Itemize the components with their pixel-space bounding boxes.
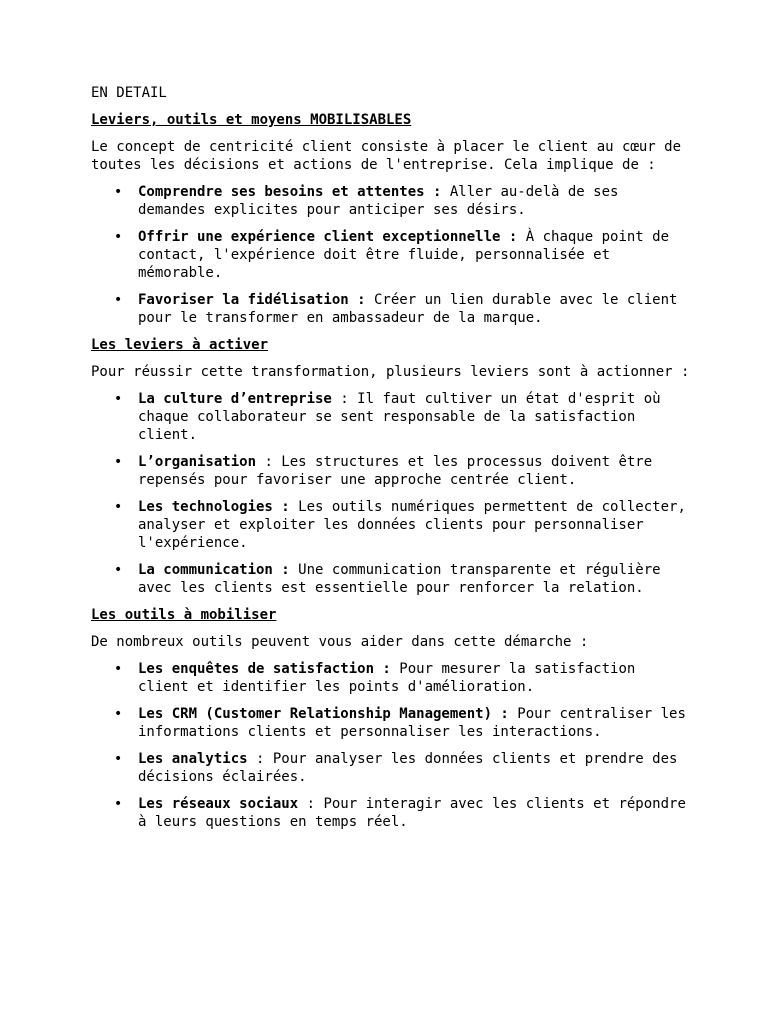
bullet-icon: • [114,292,123,308]
list-item-text: Une communication transparente et régulière avec les clients est essentielle pour renforcer la relation. [138,562,661,596]
intro-paragraph: Le concept de centricité client consiste à placer le client au cœur de toutes les décisions et actions de l'entreprise. Cela implique de : [91,139,682,173]
bullet-icon: • [114,499,123,515]
list-item-term: Offrir une expérience client exceptionnelle : [138,229,518,245]
list-item-term: La communication : [138,562,290,578]
list-item-term: Les CRM (Customer Relationship Management) : [138,706,509,722]
list-item-term: Favoriser la fidélisation : [138,292,366,308]
list-item [91,291,691,327]
list-item-text: : Pour analyser les données clients et prendre des décisions éclairées. [138,751,678,785]
bullet-icon: • [114,391,123,407]
list-item [91,705,691,741]
list-item-term: Les réseaux sociaux [138,796,299,812]
list-item-term: La culture d’entreprise [138,391,332,407]
document-header: EN DETAIL [91,85,167,101]
section-intro-leviers: Pour réussir cette transformation, plusieurs leviers sont à actionner : [91,364,690,380]
list-item [91,453,691,489]
list-item-text: Pour centraliser les informations clients et personnaliser les interactions. [138,706,686,740]
list-item [91,183,691,219]
list-centricity [91,183,691,327]
bullet-icon: • [114,751,123,767]
bullet-icon: • [114,229,123,245]
list-item-term: Les enquêtes de satisfaction : [138,661,391,677]
list-item-text: Les outils numériques permettent de collecter, analyser et exploiter les données clients pour personnaliser l'expérience. [138,499,686,551]
list-leviers [91,390,691,597]
document-title: Leviers, outils et moyens MOBILISABLES [91,112,412,128]
list-item-text: : Les structures et les processus doivent être repensés pour favoriser une approche centrée client. [138,454,653,488]
list-item-text: Créer un lien durable avec le client pour le transformer en ambassadeur de la marque. [138,292,678,326]
bullet-icon: • [114,454,123,470]
list-item [91,498,691,552]
list-item [91,660,691,696]
section-intro-outils: De nombreux outils peuvent vous aider dans cette démarche : [91,634,589,650]
section-heading-leviers: Les leviers à activer [91,337,269,353]
list-item [91,750,691,786]
list-item-term: Les technologies : [138,499,290,515]
bullet-icon: • [114,796,123,812]
list-item-text: À chaque point de contact, l'expérience doit être fluide, personnalisée et mémorable. [138,229,670,281]
bullet-icon: • [114,706,123,722]
bullet-icon: • [114,661,123,677]
list-item-text: Aller au-delà de ses demandes explicites pour anticiper ses désirs. [138,184,619,218]
list-item-text: : Il faut cultiver un état d'esprit où chaque collaborateur se sent responsable de la satisfaction client. [138,391,661,443]
list-item-term: Comprendre ses besoins et attentes : [138,184,442,200]
list-item [91,561,691,597]
list-item-term: L’organisation [138,454,257,470]
section-heading-outils: Les outils à mobiliser [91,607,277,623]
bullet-icon: • [114,184,123,200]
document-page [91,84,691,840]
list-item [91,390,691,444]
list-item-term: Les analytics [138,751,248,767]
list-outils [91,660,691,831]
list-item [91,795,691,831]
list-item [91,228,691,282]
bullet-icon: • [114,562,123,578]
list-item-text: : Pour interagir avec les clients et répondre à leurs questions en temps réel. [138,796,686,830]
list-item-text: Pour mesurer la satisfaction client et identifier les points d'amélioration. [138,661,636,695]
